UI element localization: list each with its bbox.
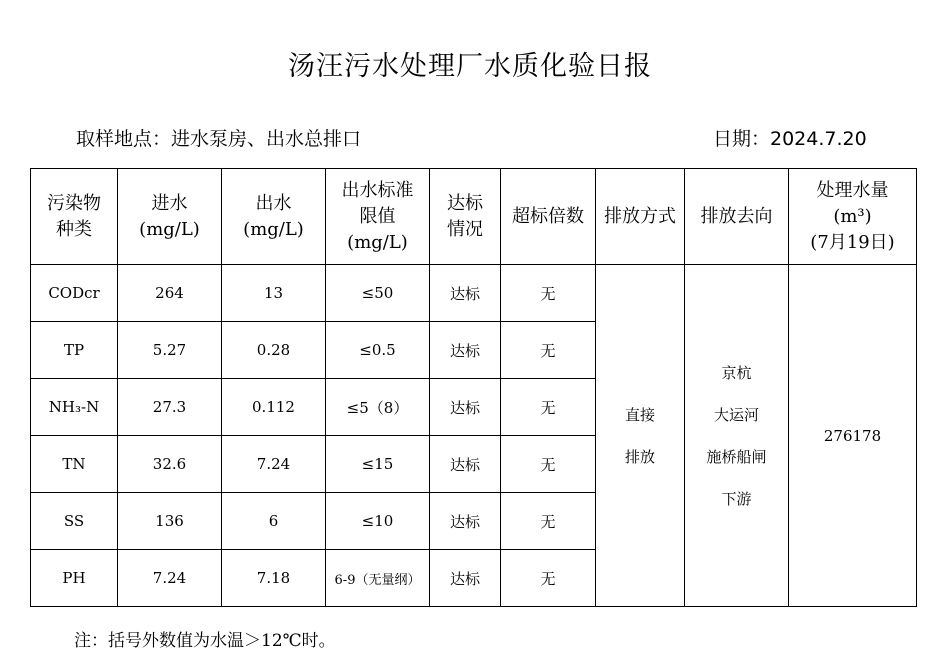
influent-value: 7.24 xyxy=(118,550,222,607)
header-line: 出水 xyxy=(255,192,292,214)
header-discharge-method: 排放方式 xyxy=(596,169,685,265)
header-discharge-dest: 排放去向 xyxy=(685,169,789,265)
header-line: 限值 xyxy=(359,205,396,227)
footnote: 注：括号外数值为水温＞12℃时。 xyxy=(74,631,336,651)
header-line: (7月19日) xyxy=(810,231,895,253)
discharge-dest-line: 施桥船闸 xyxy=(706,447,767,466)
effluent-value: 13 xyxy=(222,265,326,322)
exceed-multiple: 无 xyxy=(501,265,596,322)
water-quality-table xyxy=(30,168,917,607)
discharge-method-line: 排放 xyxy=(624,447,655,466)
influent-value: 136 xyxy=(118,493,222,550)
header-influent xyxy=(118,169,222,265)
compliance-status: 达标 xyxy=(430,322,501,379)
discharge-dest-cell xyxy=(685,265,789,607)
header-line: 出水标准 xyxy=(341,179,414,201)
pollutant-name: TP xyxy=(31,322,118,379)
compliance-status: 达标 xyxy=(430,550,501,607)
report-date: 日期：2024.7.20 xyxy=(713,128,867,150)
pollutant-name: NH₃-N xyxy=(31,379,118,436)
header-line: (mg/L) xyxy=(347,231,408,253)
header-line: 情况 xyxy=(447,218,483,240)
discharge-dest-line: 京杭 xyxy=(721,363,752,382)
standard-limit: ≤5（8） xyxy=(326,379,430,436)
effluent-value: 7.24 xyxy=(222,436,326,493)
standard-limit: ≤10 xyxy=(326,493,430,550)
exceed-multiple: 无 xyxy=(501,493,596,550)
compliance-status: 达标 xyxy=(430,265,501,322)
report-title: 汤汪污水处理厂水质化验日报 xyxy=(288,51,652,82)
discharge-method-line: 直接 xyxy=(624,405,655,424)
header-line: 达标 xyxy=(447,192,483,214)
header-line: 种类 xyxy=(56,218,92,240)
pollutant-name: SS xyxy=(31,493,118,550)
table-row xyxy=(31,265,917,322)
header-exceed: 超标倍数 xyxy=(501,169,596,265)
header-effluent xyxy=(222,169,326,265)
exceed-multiple: 无 xyxy=(501,322,596,379)
influent-value: 32.6 xyxy=(118,436,222,493)
compliance-status: 达标 xyxy=(430,379,501,436)
treated-volume: 276178 xyxy=(789,265,917,607)
pollutant-name: TN xyxy=(31,436,118,493)
standard-limit: ≤15 xyxy=(326,436,430,493)
header-standard xyxy=(326,169,430,265)
discharge-method-cell xyxy=(596,265,685,607)
header-line: 处理水量 xyxy=(816,179,889,201)
pollutant-name: PH xyxy=(31,550,118,607)
compliance-status: 达标 xyxy=(430,493,501,550)
pollutant-name: CODcr xyxy=(31,265,118,322)
header-compliance xyxy=(430,169,501,265)
exceed-multiple: 无 xyxy=(501,550,596,607)
standard-limit: 6-9（无量纲） xyxy=(326,550,430,607)
standard-limit: ≤50 xyxy=(326,265,430,322)
header-line: (mg/L) xyxy=(139,218,200,240)
effluent-value: 7.18 xyxy=(222,550,326,607)
influent-value: 27.3 xyxy=(118,379,222,436)
discharge-dest-line: 大运河 xyxy=(713,405,759,424)
influent-value: 5.27 xyxy=(118,322,222,379)
effluent-value: 6 xyxy=(222,493,326,550)
sampling-location: 取样地点：进水泵房、出水总排口 xyxy=(76,128,362,150)
header-line: 污染物 xyxy=(47,192,101,214)
header-pollutant xyxy=(31,169,118,265)
header-line: (mg/L) xyxy=(243,218,304,240)
effluent-value: 0.112 xyxy=(222,379,326,436)
effluent-value: 0.28 xyxy=(222,322,326,379)
influent-value: 264 xyxy=(118,265,222,322)
standard-limit: ≤0.5 xyxy=(326,322,430,379)
header-line: 进水 xyxy=(151,192,188,214)
header-volume xyxy=(789,169,917,265)
table-header-row xyxy=(31,169,917,265)
header-line: (m³) xyxy=(833,205,872,227)
discharge-dest-line: 下游 xyxy=(721,489,752,508)
compliance-status: 达标 xyxy=(430,436,501,493)
exceed-multiple: 无 xyxy=(501,379,596,436)
exceed-multiple: 无 xyxy=(501,436,596,493)
